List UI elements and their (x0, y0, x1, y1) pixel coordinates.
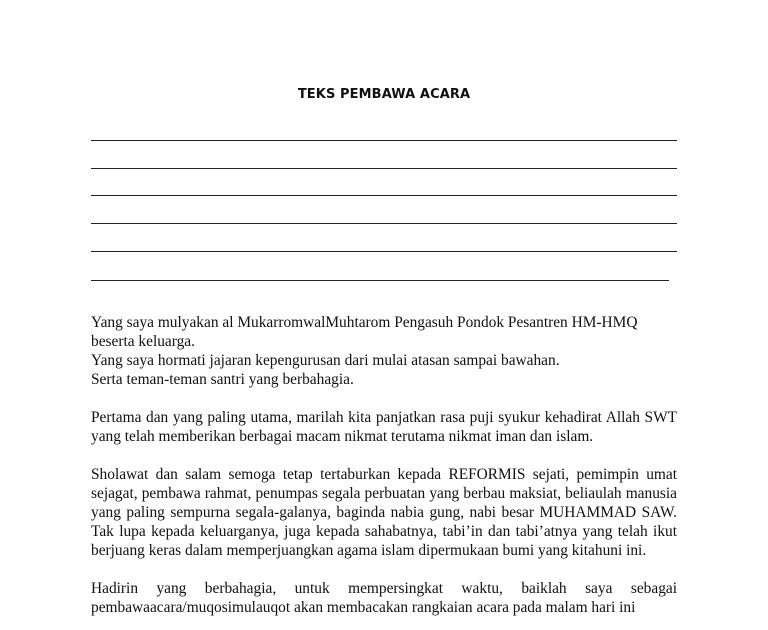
agenda-intro-paragraph: Hadirin yang berbahagia, untuk mempersingkat waktu, baiklah saya sebagai pembawaacara/muqosimulauqot akan membacakan rangkaian acara pada malam hari ini (91, 580, 677, 616)
greeting-line-3: Serta teman-teman santri yang berbahagia. (91, 371, 354, 388)
blank-line-3 (91, 195, 677, 196)
document-title: TEKS PEMBAWA ACARA (297, 87, 471, 102)
blank-line-6 (91, 280, 669, 281)
greeting-paragraph (91, 313, 677, 389)
blank-line-4 (91, 223, 677, 224)
blank-line-2 (91, 168, 677, 169)
greeting-line-2: Yang saya hormati jajaran kepengurusan dari mulai atasan sampai bawahan. (91, 352, 560, 369)
blank-line-1 (91, 140, 677, 141)
document-body (91, 313, 677, 630)
greeting-line-1: Yang saya mulyakan al MukarromwalMuhtarom Pengasuh Pondok Pesantren HM-HMQ beserta keluarga. (91, 314, 638, 350)
sholawat-paragraph: Sholawat dan salam semoga tetap tertaburkan kepada REFORMIS sejati, pemimpin umat sejagat, pembawa rahmat, penumpas segala perbuatan yang berbau maksiat, beliaulah manusia yang paling sempurna segala-galanya, baginda nabia gung, nabi besar MUHAMMAD SAW. Tak lupa kepada keluarganya, juga kepada sahabatnya, tabi’in dan tabi’atnya yang telah ikut berjuang keras dalam memperjuangkan agama islam dipermukaan bumi yang kitahuni ini. (91, 466, 677, 559)
blank-line-5 (91, 251, 677, 252)
opening-praise-paragraph: Pertama dan yang paling utama, marilah kita panjatkan rasa puji syukur kehadirat Allah SWT yang telah memberikan berbagai macam nikmat terutama nikmat iman dan islam. (91, 409, 677, 445)
